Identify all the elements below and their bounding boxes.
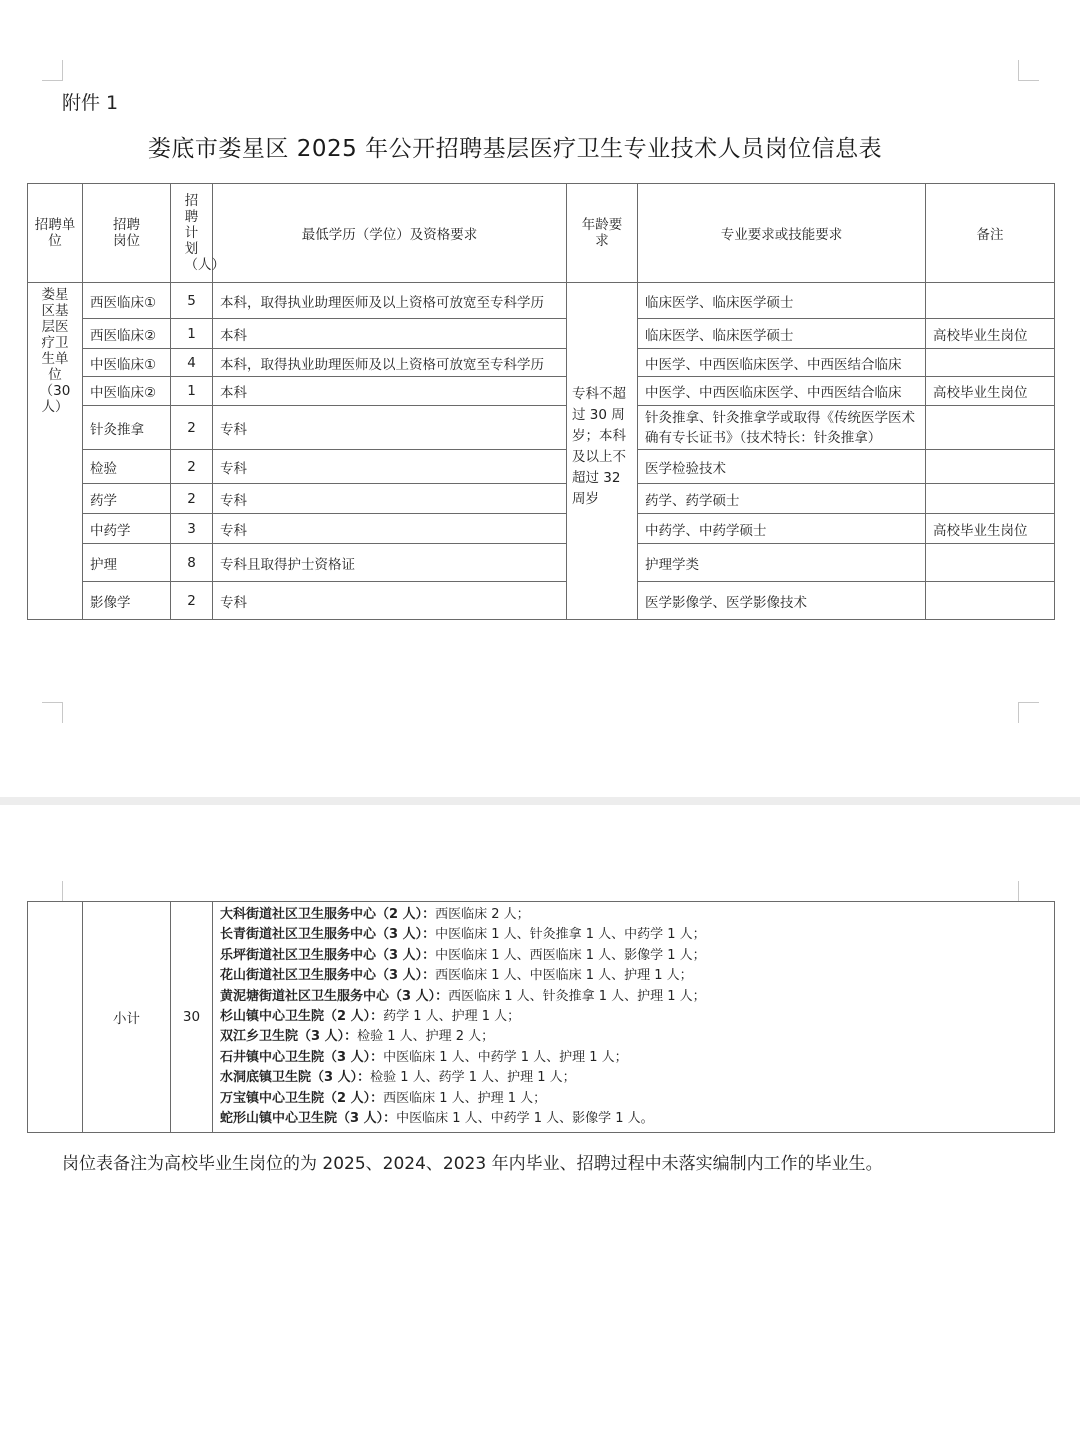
post-cell: 检验 — [83, 450, 171, 484]
plan-cell: 2 — [171, 484, 213, 514]
page-corner-mark — [1018, 881, 1039, 902]
subtotal-label: 小计 — [83, 902, 171, 1133]
post-cell: 药学 — [83, 484, 171, 514]
post-cell: 中医临床① — [83, 349, 171, 377]
breakdown-line: 杉山镇中心卫生院（2 人）：药学 1 人、护理 1 人； — [220, 1009, 521, 1025]
plan-cell: 2 — [171, 450, 213, 484]
major-cell: 临床医学、临床医学硕士 — [638, 283, 926, 319]
subtotal-unit-cell — [28, 902, 83, 1133]
breakdown-line: 双江乡卫生院（3 人）：检验 1 人、护理 2 人； — [220, 1029, 495, 1045]
remark-cell — [926, 406, 1055, 450]
edu-cell: 专科且取得护士资格证 — [213, 544, 567, 582]
header-major: 专业要求或技能要求 — [638, 184, 926, 283]
table-row — [28, 544, 1055, 582]
edu-cell: 本科，取得执业助理医师及以上资格可放宽至专科学历 — [213, 349, 567, 377]
footnote: 岗位表备注为高校毕业生岗位的为 2025、2024、2023 年内毕业、招聘过程中未落实编制内工作的毕业生。 — [62, 1154, 883, 1174]
plan-cell: 3 — [171, 514, 213, 544]
plan-cell: 8 — [171, 544, 213, 582]
post-cell: 中药学 — [83, 514, 171, 544]
post-cell: 护理 — [83, 544, 171, 582]
major-cell: 中医学、中西医临床医学、中西医结合临床 — [638, 349, 926, 377]
breakdown-line: 黄泥塘街道社区卫生服务中心（3 人）：西医临床 1 人、针灸推拿 1 人、护理 1 人； — [220, 988, 706, 1004]
table-row — [28, 406, 1055, 450]
age-requirement-cell: 专科不超过 30 周岁；本科及以上不超过 32 周岁 — [567, 283, 638, 620]
remark-cell — [926, 544, 1055, 582]
major-cell: 医学检验技术 — [638, 450, 926, 484]
breakdown-line: 石井镇中心卫生院（3 人）：中医临床 1 人、中药学 1 人、护理 1 人； — [220, 1049, 628, 1065]
breakdown-line: 万宝镇中心卫生院（2 人）：西医临床 1 人、护理 1 人； — [220, 1090, 547, 1106]
unit-cell: 娄星区基层医疗卫生单位（30人） — [28, 283, 83, 620]
header-age: 年龄要求 — [567, 184, 638, 283]
remark-cell: 高校毕业生岗位 — [926, 514, 1055, 544]
breakdown-line: 大科街道社区卫生服务中心（2 人）：西医临床 2 人； — [220, 907, 530, 922]
header-plan: 招聘计划（人） — [171, 184, 213, 283]
edu-cell: 本科 — [213, 319, 567, 349]
document-title: 娄底市娄星区 2025 年公开招聘基层医疗卫生专业技术人员岗位信息表 — [147, 136, 883, 162]
page-separator — [0, 797, 1080, 805]
remark-cell: 高校毕业生岗位 — [926, 319, 1055, 349]
edu-cell: 专科 — [213, 406, 567, 450]
plan-cell: 4 — [171, 349, 213, 377]
major-cell: 医学影像学、医学影像技术 — [638, 582, 926, 620]
table-row — [28, 450, 1055, 484]
remark-cell — [926, 450, 1055, 484]
remark-cell — [926, 484, 1055, 514]
table-row — [28, 349, 1055, 377]
post-cell: 针灸推拿 — [83, 406, 171, 450]
header-unit: 招聘单位 — [28, 184, 83, 283]
remark-cell — [926, 283, 1055, 319]
table-row — [28, 514, 1055, 544]
attachment-label: 附件 1 — [62, 92, 119, 114]
plan-cell: 2 — [171, 406, 213, 450]
remark-cell: 高校毕业生岗位 — [926, 377, 1055, 406]
subtotal-row — [28, 902, 1055, 1133]
table-header-row — [28, 184, 1055, 283]
table-row — [28, 283, 1055, 319]
header-edu: 最低学历（学位）及资格要求 — [213, 184, 567, 283]
header-post: 招聘岗位 — [83, 184, 171, 283]
table-row — [28, 582, 1055, 620]
edu-cell: 专科 — [213, 514, 567, 544]
plan-cell: 2 — [171, 582, 213, 620]
major-cell: 药学、药学硕士 — [638, 484, 926, 514]
table-row — [28, 484, 1055, 514]
page-corner-mark — [42, 881, 63, 902]
subtotal-table — [27, 901, 1055, 1133]
plan-cell: 1 — [171, 319, 213, 349]
subtotal-value: 30 — [171, 902, 213, 1133]
post-cell: 西医临床① — [83, 283, 171, 319]
major-cell: 针灸推拿、针灸推拿学或取得《传统医学医术确有专长证书》（技术特长：针灸推拿） — [638, 406, 926, 450]
edu-cell: 本科 — [213, 377, 567, 406]
table-row — [28, 377, 1055, 406]
edu-cell: 专科 — [213, 450, 567, 484]
major-cell: 临床医学、临床医学硕士 — [638, 319, 926, 349]
table-row — [28, 319, 1055, 349]
page-corner-mark — [42, 702, 63, 723]
plan-cell: 1 — [171, 377, 213, 406]
remark-cell — [926, 582, 1055, 620]
breakdown-line: 长青街道社区卫生服务中心（3 人）：中医临床 1 人、针灸推拿 1 人、中药学 1 人； — [220, 927, 706, 943]
major-cell: 护理学类 — [638, 544, 926, 582]
subtotal-breakdown — [213, 902, 1055, 1133]
breakdown-line: 蛇形山镇中心卫生院（3 人）：中医临床 1 人、中药学 1 人、影像学 1 人。 — [220, 1111, 654, 1127]
page-corner-mark — [42, 60, 63, 81]
position-info-table — [27, 183, 1055, 620]
breakdown-line: 乐坪街道社区卫生服务中心（3 人）：中医临床 1 人、西医临床 1 人、影像学 1 人； — [220, 947, 706, 963]
edu-cell: 专科 — [213, 582, 567, 620]
edu-cell: 专科 — [213, 484, 567, 514]
header-remark: 备注 — [926, 184, 1055, 283]
page-corner-mark — [1018, 60, 1039, 81]
post-cell: 中医临床② — [83, 377, 171, 406]
remark-cell — [926, 349, 1055, 377]
post-cell: 西医临床② — [83, 319, 171, 349]
major-cell: 中药学、中药学硕士 — [638, 514, 926, 544]
major-cell: 中医学、中西医临床医学、中西医结合临床 — [638, 377, 926, 406]
plan-cell: 5 — [171, 283, 213, 319]
breakdown-line: 水洞底镇卫生院（3 人）：检验 1 人、药学 1 人、护理 1 人； — [220, 1070, 576, 1086]
edu-cell: 本科，取得执业助理医师及以上资格可放宽至专科学历 — [213, 283, 567, 319]
breakdown-line: 花山街道社区卫生服务中心（3 人）：西医临床 1 人、中医临床 1 人、护理 1 人； — [220, 968, 693, 984]
page-corner-mark — [1018, 702, 1039, 723]
post-cell: 影像学 — [83, 582, 171, 620]
